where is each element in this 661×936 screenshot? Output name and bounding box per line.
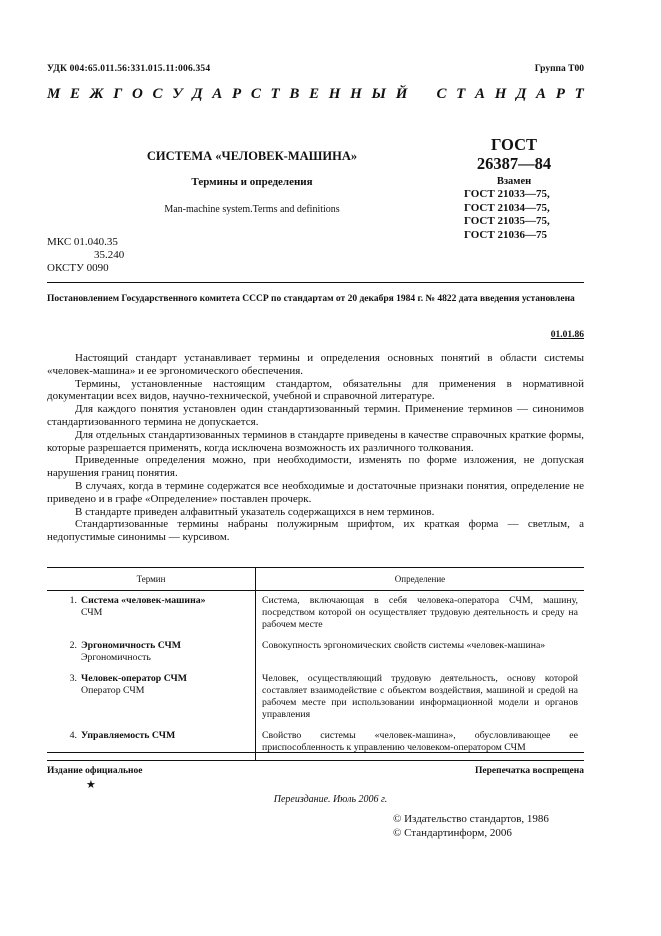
term-cell bbox=[47, 591, 256, 637]
classification-codes bbox=[47, 236, 124, 275]
term-number: 2. bbox=[69, 640, 77, 651]
mks-code: МКС 01.040.35 bbox=[47, 236, 118, 248]
term-cell bbox=[47, 726, 256, 761]
footer-divider bbox=[47, 752, 584, 753]
udk-code: УДК 004:65.011.56:331.015.11:006.354 bbox=[47, 64, 211, 74]
column-header-term: Термин bbox=[47, 568, 256, 591]
gost-number: 26387—84 bbox=[476, 154, 552, 173]
intro-paragraph: Для каждого понятия установлен один стандартизованный термин. Применение терминов — синонимов стандартизованного термина не допускается. bbox=[47, 403, 584, 428]
group-code: Группа Т00 bbox=[534, 64, 584, 74]
replaces-label: Взамен bbox=[496, 176, 532, 187]
reprint-prohibited-label: Перепечатка воспрещена bbox=[474, 766, 584, 776]
star-icon: ★ bbox=[86, 779, 96, 791]
replaced-standard: ГОСТ 21035—75, bbox=[464, 215, 550, 227]
mks-code-2: 35.240 bbox=[94, 249, 125, 261]
table-row bbox=[47, 636, 584, 669]
intro-paragraph: Термины, установленные настоящим стандартом, обязательны для применения в нормативной документации всех видов, научно-технической, учебной и справочной литературе. bbox=[47, 377, 584, 403]
replaced-standard: ГОСТ 21033—75, bbox=[464, 188, 550, 200]
okstu-code: ОКСТУ 0090 bbox=[47, 262, 109, 274]
terms-table bbox=[47, 567, 584, 761]
replaced-standards bbox=[464, 188, 550, 242]
table-row bbox=[47, 591, 584, 637]
intro-paragraph: Стандартизованные термины набраны полужирным шрифтом, их краткая форма — светлым, а недопустимые синонимы — курсивом. bbox=[47, 518, 584, 544]
intro-paragraph: Настоящий стандарт устанавливает термины и определения основных понятий в области системы «человек-машина» и ее эргономического обеспечения. bbox=[47, 352, 584, 377]
table-header-row bbox=[47, 568, 584, 591]
english-title: Man-machine system.Terms and definitions bbox=[164, 204, 340, 215]
document-title: СИСТЕМА «ЧЕЛОВЕК-МАШИНА» bbox=[146, 149, 358, 163]
term-name: Человек-оператор СЧМ bbox=[81, 673, 187, 684]
gost-designation bbox=[460, 135, 568, 173]
copyright-line: © Стандартинформ, 2006 bbox=[393, 827, 512, 839]
term-cell bbox=[47, 669, 256, 726]
table-row bbox=[47, 726, 584, 761]
term-short-form: СЧМ bbox=[81, 607, 103, 618]
introduction bbox=[47, 352, 584, 544]
interstate-standard-banner: М Е Ж Г О С У Д А Р С Т В Е Н Н Ы Й С Т А Н Д А Р Т bbox=[47, 86, 584, 102]
reissue-note: Переиздание. Июль 2006 г. bbox=[273, 794, 388, 805]
term-number: 4. bbox=[69, 730, 77, 741]
header-divider bbox=[47, 282, 584, 283]
replaced-standard: ГОСТ 21036—75 bbox=[464, 228, 547, 241]
definition-cell: Человек, осуществляющий трудовую деятельность, основу которой составляет взаимодействие с объектом воздействия, машиной и средой на рабочем месте при использовании информационной модели и органов управления bbox=[262, 673, 578, 720]
term-number: 1. bbox=[69, 595, 77, 606]
definition-cell: Совокупность эргономических свойств системы «человек-машина» bbox=[262, 640, 546, 651]
term-short-form: Оператор СЧМ bbox=[81, 685, 145, 696]
intro-paragraph: Приведенные определения можно, при необходимости, изменять по форме изложения, не допуская нарушения границ понятия. bbox=[47, 454, 584, 480]
table-row bbox=[47, 669, 584, 726]
column-header-definition: Определение bbox=[256, 568, 585, 591]
term-short-form: Эргономичность bbox=[81, 652, 151, 663]
gost-label: ГОСТ bbox=[490, 135, 538, 154]
intro-paragraph: В случаях, когда в термине содержатся все необходимые и достаточные признаки понятия, определение не приведено и в графе «Определение» поставлен прочерк. bbox=[47, 479, 584, 505]
term-cell bbox=[47, 636, 256, 669]
definition-cell: Система, включающая в себя человека-оператора СЧМ, машину, посредством которой он осуществляет трудовую деятельность и среду на рабочем месте bbox=[262, 595, 578, 630]
term-number: 3. bbox=[69, 673, 77, 684]
official-edition-label: Издание официальное bbox=[47, 766, 143, 776]
definition-cell: Свойство системы «человек-машина», обусловливающее ее приспособленность к управлению человеком-оператором СЧМ bbox=[256, 726, 585, 761]
decree-text: Постановлением Государственного комитета СССР по стандартам от 20 декабря 1984 г. № 4822 дата введения установлена bbox=[47, 294, 575, 304]
replaced-standard: ГОСТ 21034—75, bbox=[464, 201, 550, 214]
term-name: Эргономичность СЧМ bbox=[81, 640, 181, 651]
effective-date: 01.01.86 bbox=[550, 330, 584, 340]
intro-paragraph: В стандарте приведен алфавитный указатель содержащихся в нем терминов. bbox=[75, 505, 435, 518]
term-name: Система «человек-машина» bbox=[81, 595, 206, 606]
term-name: Управляемость СЧМ bbox=[81, 730, 176, 741]
copyright-line: © Издательство стандартов, 1986 bbox=[393, 813, 549, 825]
document-subtitle: Термины и определения bbox=[191, 176, 313, 188]
copyright-block bbox=[393, 812, 549, 840]
intro-paragraph: Для отдельных стандартизованных терминов в стандарте приведены в качестве справочных краткие формы, которые разрешается применять, когда исключена возможность их различного толкования. bbox=[47, 428, 584, 454]
